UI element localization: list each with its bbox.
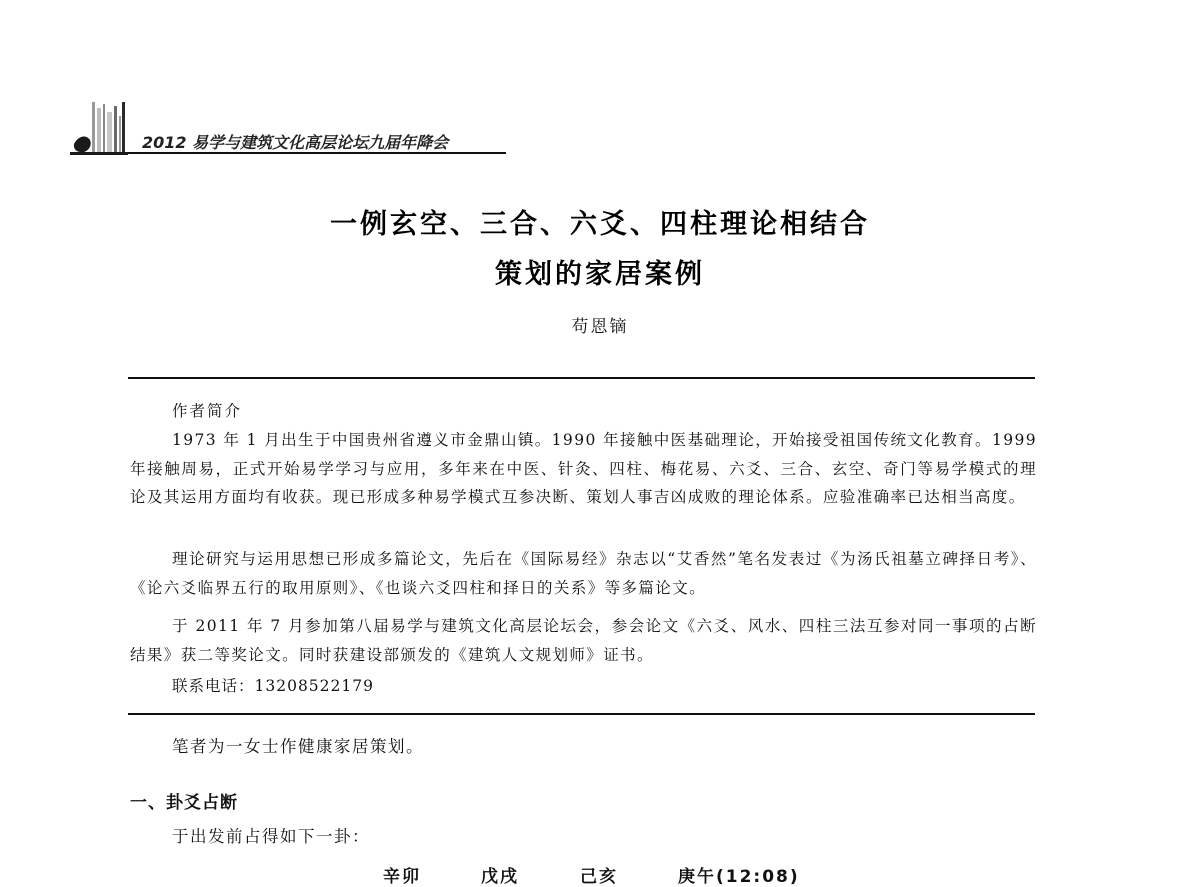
section-intro: 于出发前占得如下一卦： bbox=[172, 827, 370, 846]
header-divider bbox=[128, 152, 506, 154]
pillar-month: 戊戌 bbox=[481, 867, 519, 887]
bio-top-rule bbox=[128, 377, 1035, 379]
running-header-title: 2012 易学与建筑文化高层论坛九届年降会 bbox=[142, 133, 449, 152]
pillar-day: 己亥 bbox=[580, 867, 618, 887]
bio-heading: 作者简介 bbox=[172, 402, 243, 420]
author-name: 苟恩镝 bbox=[571, 317, 629, 337]
pillar-hour: 庚午(12:08) bbox=[678, 867, 800, 887]
section-heading: 一、卦爻占断 bbox=[130, 793, 238, 813]
bio-paragraph-3: 于 2011 年 7 月参加第八届易学与建筑文化高层论坛会，参会论文《六爻、风水、四柱三法互参对同一事项的占断结果》获二等奖论文。同时获建设部颁发的《建筑人文规划师》证书。 bbox=[130, 617, 1037, 664]
conference-logo-icon bbox=[70, 98, 128, 156]
bio-paragraph-2: 理论研究与运用思想已形成多篇论文，先后在《国际易经》杂志以“艾香然”笔名发表过《为汤氏祖墓立碑择日考》、《论六爻临界五行的取用原则》、《也谈六爻四柱和择日的关系》等多篇论文。 bbox=[130, 550, 1037, 597]
bio-paragraph-1: 1973 年 1 月出生于中国贵州省遵义市金鼎山镇。1990 年接触中医基础理论，开始接受祖国传统文化教育。1999 年接触周易，正式开始易学学习与应用，多年来在中医、针灸、四柱、梅花易、六爻、三合、玄空、奇门等易学模式的理论及其运用方面均有收获。现已形成多种易学模式互参决断、策划人事吉凶成败的理论体系。应验准确率已达相当高度。 bbox=[130, 431, 1037, 506]
pillar-year: 辛卯 bbox=[383, 867, 421, 887]
bio-contact-phone: 联系电话：13208522179 bbox=[172, 677, 374, 695]
bio-bottom-rule bbox=[128, 713, 1035, 715]
article-title-line-2: 策划的家居案例 bbox=[495, 259, 705, 290]
intro-paragraph: 笔者为一女士作健康家居策划。 bbox=[172, 737, 424, 756]
article-title-line-1: 一例玄空、三合、六爻、四柱理论相结合 bbox=[330, 209, 870, 240]
